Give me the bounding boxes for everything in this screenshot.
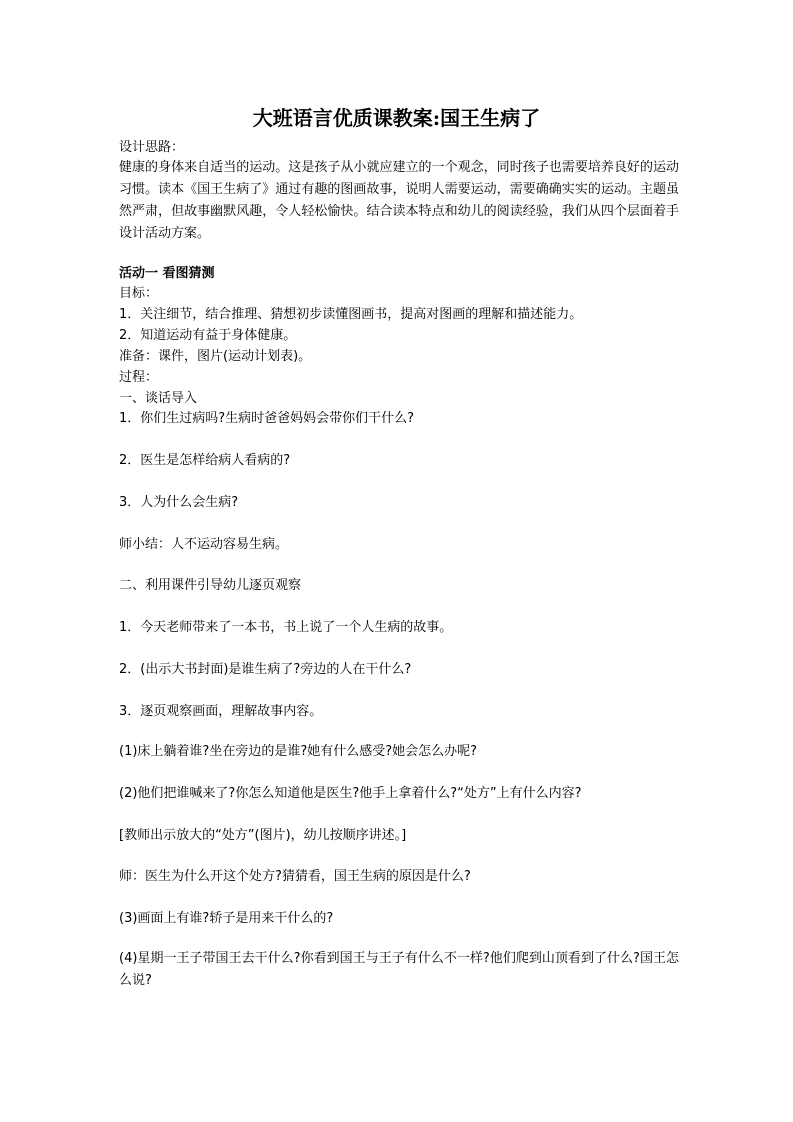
activity1-heading: 活动一 看图猜测 [119,266,215,281]
process-label: 过程： [119,370,159,385]
part1-question-2: 2．医生是怎样给病人看病的? [119,453,291,468]
preparation-text: 准备：课件，图片(运动计划表)。 [119,349,312,364]
part2-point-2: (2)他们把谁喊来了?你怎么知道他是医生?他手上拿着什么?“处方”上有什么内容? [119,786,582,801]
part2-step-3: 3．逐页观察画面，理解故事内容。 [119,704,323,719]
goal-item-1: 1．关注细节，结合推理、猜想初步读懂图画书，提高对图画的理解和描述能力。 [119,307,583,322]
page-title: 大班语言优质课教案:国王生病了 [252,106,541,130]
part2-point-3: (3)画面上有谁?轿子是用来干什么的? [119,911,334,926]
part2-teacher-note: [教师出示放大的“处方”(图片)，幼儿按顺序讲述。] [119,828,407,843]
design-paragraph: 健康的身体来自适当的运动。这是孩子从小就应建立的一个观念，同时孩子也需要培养良好的运动习惯。读本《国王生病了》通过有趣的图画故事，说明人需要运动，需要确确实实的运动。主题虽然严肃，但故事幽默风趣，令人轻松愉快。结合读本特点和幼儿的阅读经验，我们从四个层面着手设计活动方案。 [119,160,679,241]
part2-point-1: (1)床上躺着谁?坐在旁边的是谁?她有什么感受?她会怎么办呢? [119,744,478,759]
part1-question-1: 1．你们生过病吗?生病时爸爸妈妈会带你们干什么? [119,411,415,426]
part2-teacher-question: 师：医生为什么开这个处方?猜猜看，国王生病的原因是什么? [119,869,471,884]
design-heading: 设计思路： [119,140,185,155]
part2-heading: 二、利用课件引导幼儿逐页观察 [119,578,302,593]
part1-question-3: 3．人为什么会生病? [119,495,239,510]
part2-step-1: 1．今天老师带来了一本书，书上说了一个人生病的故事。 [119,620,453,635]
part1-heading: 一、谈话导入 [119,391,198,406]
goal-label: 目标： [119,286,159,301]
part1-summary: 师小结：人不运动容易生病。 [119,537,289,552]
part2-point-4: (4)星期一王子带国王去干什么?你看到国王与王子有什么不一样?他们爬到山顶看到了什么?国王怎么说? [119,951,679,988]
goal-item-2: 2．知道运动有益于身体健康。 [119,328,297,343]
part2-step-2: 2．(出示大书封面)是谁生病了?旁边的人在干什么? [119,662,412,677]
